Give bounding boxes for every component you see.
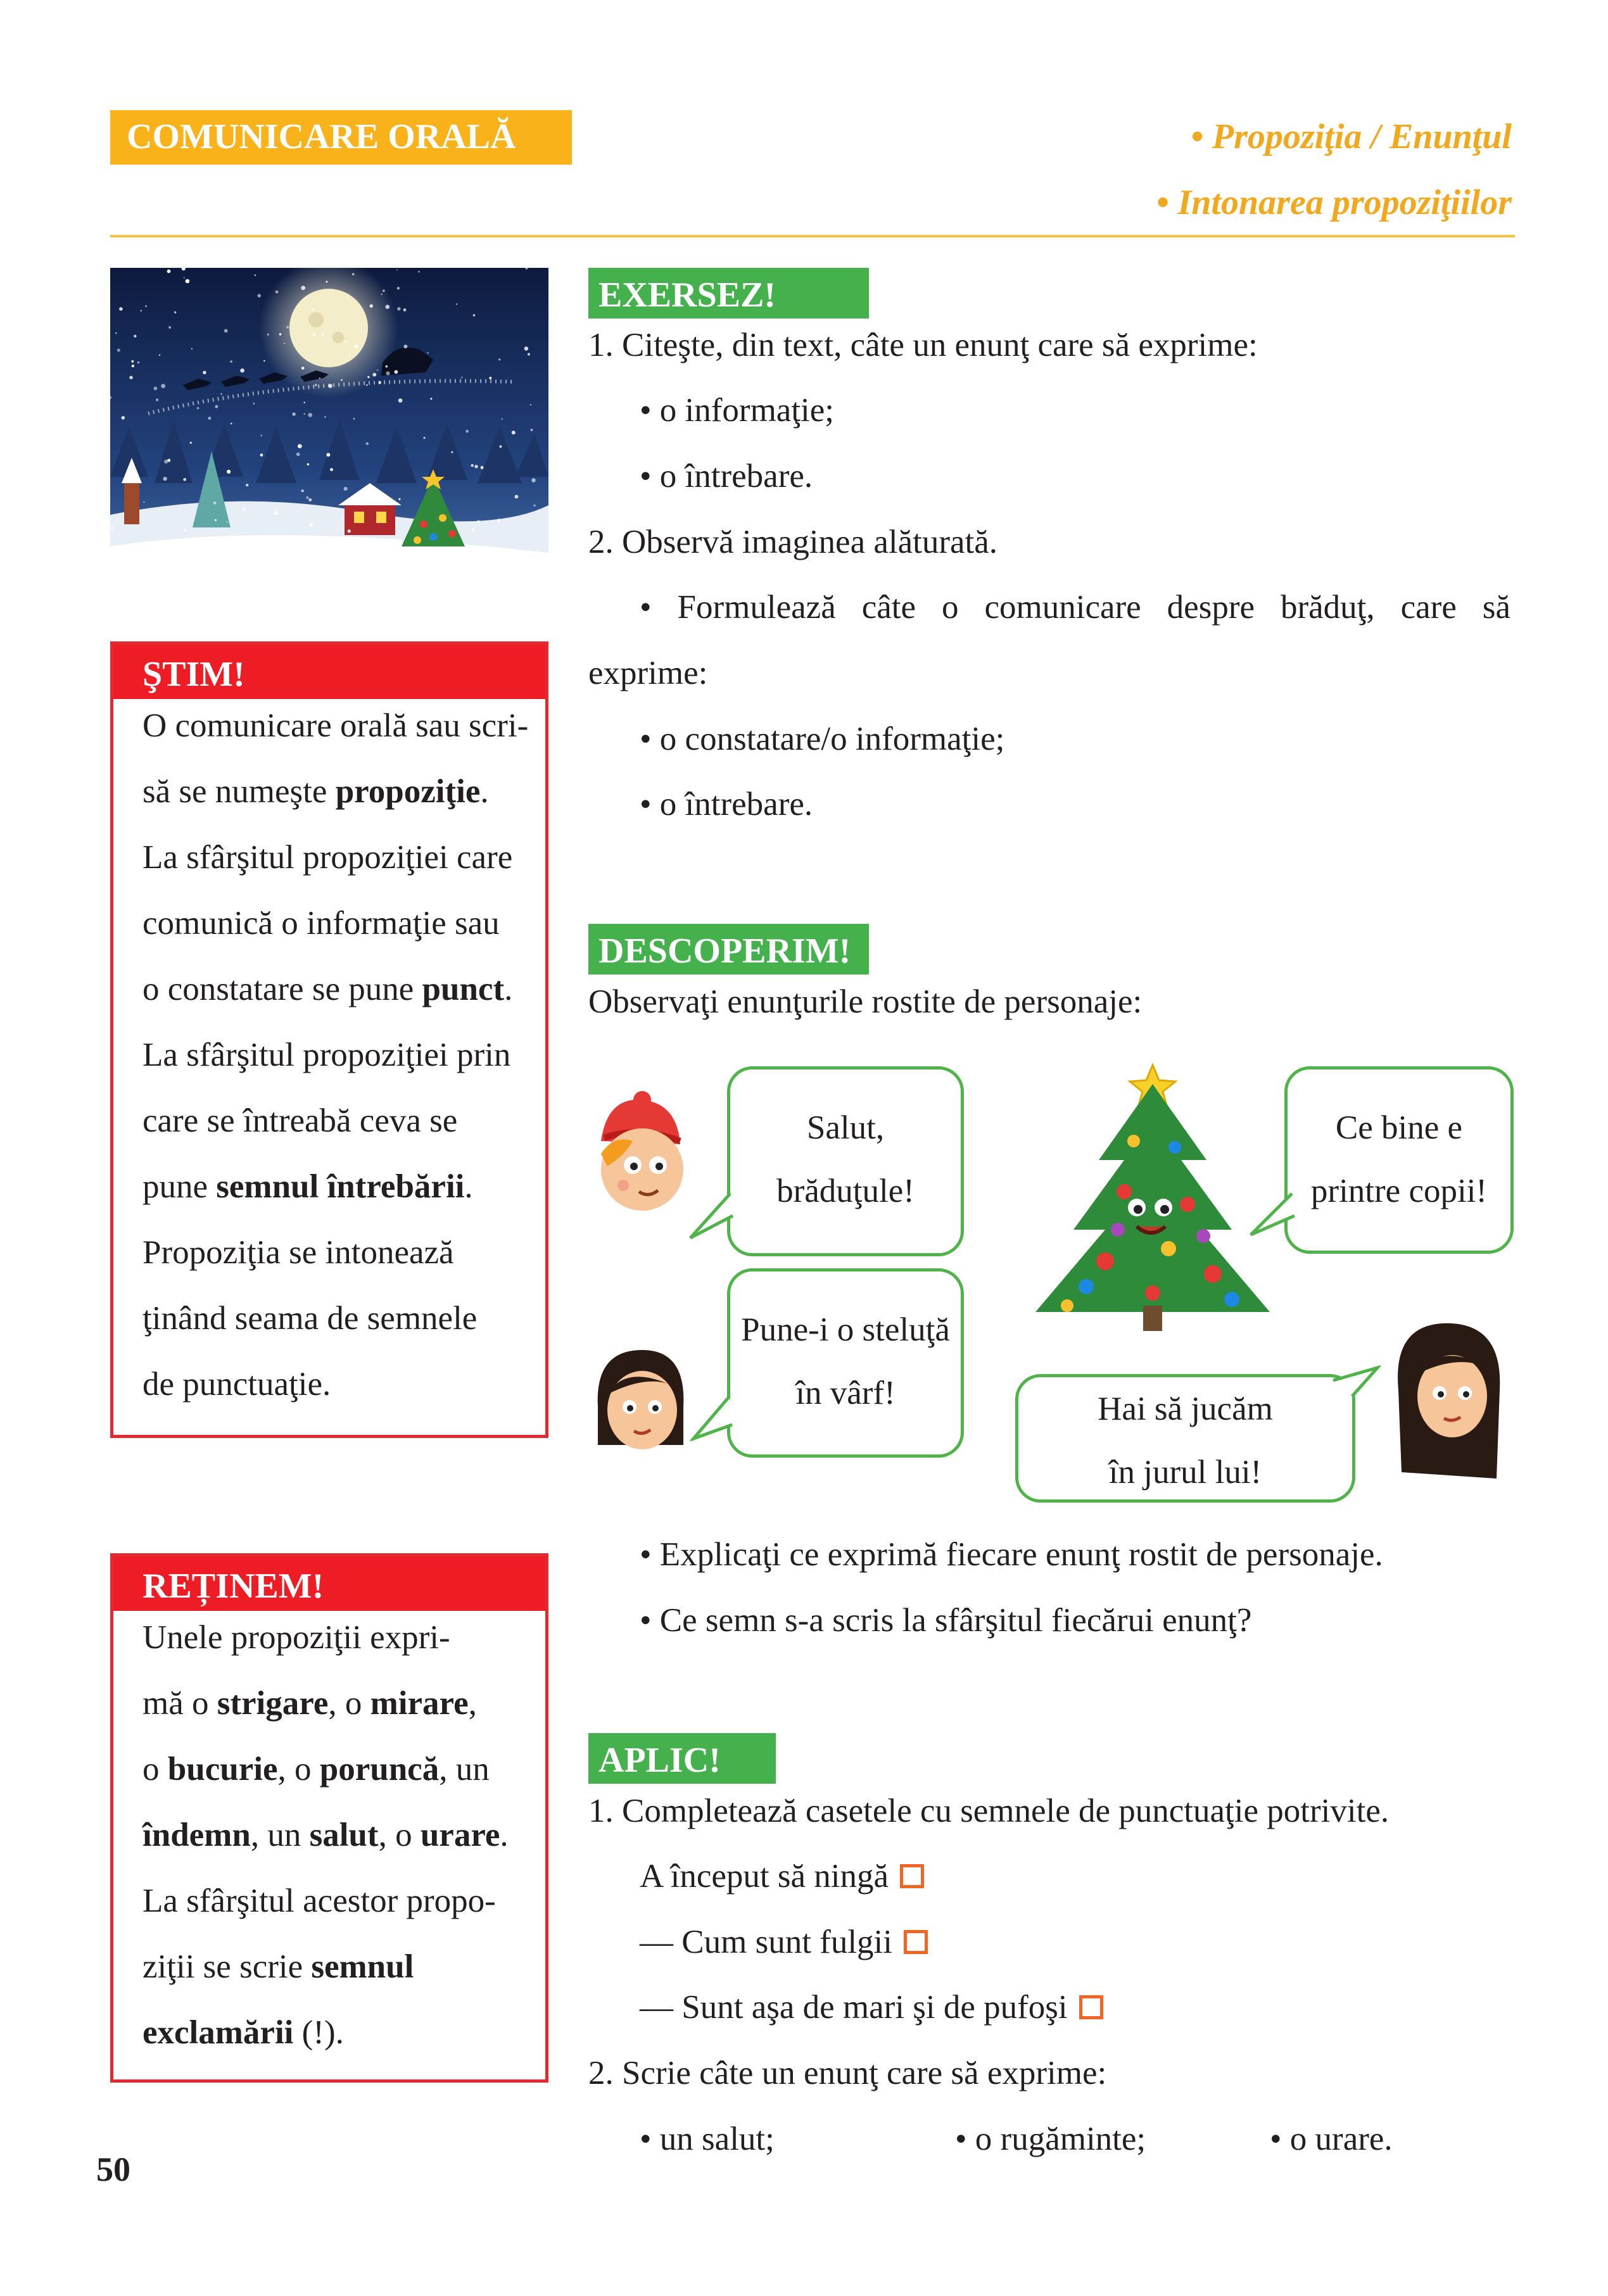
topic-1: • Propoziţia / Enunţul [1191, 117, 1512, 156]
aplic-q2-item: • o urare. [1270, 2121, 1393, 2157]
snowflake [498, 519, 500, 521]
bold-term: semnul întrebării [216, 1168, 465, 1205]
snowflake [396, 269, 398, 270]
girl-head-illustration [588, 1337, 690, 1464]
snowflake [500, 445, 502, 448]
snowflake [326, 453, 330, 457]
stim-line: Propoziţia se intonează [142, 1234, 454, 1271]
winter-night-illustration [110, 268, 548, 607]
retinem-line: ziţii se scrie semnul [142, 1948, 414, 1985]
bold-term: strigare [217, 1685, 329, 1722]
aplic-q2: 2. Scrie câte un enunţ care să exprime: [588, 2055, 1107, 2091]
snowflake [215, 519, 217, 521]
snowflake [174, 312, 176, 313]
descoperim-item: • Ce semn s-a scris la sfârşitul fiecărui enunţ? [640, 1602, 1252, 1639]
bubble-text: printre copii! [1310, 1173, 1488, 1209]
exersez-q2-text: • Formulează câte o comunicare despre brăduţ, care să [640, 589, 1510, 626]
aplic-line [640, 1857, 924, 1895]
page-number: 50 [96, 2150, 130, 2188]
snowflake [215, 405, 218, 408]
descoperim-intro: Observaţi enunţurile rostite de personaje: [588, 983, 1143, 1020]
stim-title: ŞTIM! [113, 645, 545, 699]
snowflake [502, 419, 503, 420]
snowflake [129, 376, 132, 379]
snowflake [279, 333, 282, 336]
aplic-line [640, 1923, 928, 1961]
retinem-line: Unele propoziţii expri- [142, 1619, 450, 1656]
snowflake [134, 335, 136, 337]
speech-bubble-4 [1015, 1374, 1355, 1503]
snowflake [315, 384, 317, 386]
bold-term: salut [309, 1817, 379, 1853]
snowflake [304, 402, 305, 403]
snowflake [326, 281, 327, 282]
snowflake [156, 399, 158, 401]
snowflake [275, 291, 279, 294]
snowflake [284, 343, 285, 344]
snowflake [341, 518, 342, 519]
snowflake [430, 398, 432, 400]
snowflake [227, 522, 228, 523]
snowflake [274, 512, 278, 515]
snowflake [258, 294, 261, 297]
exersez-q1-item: • o întrebare. [640, 458, 813, 495]
retinem-line: exclamării (!). [142, 2014, 344, 2051]
snowflake [224, 329, 228, 333]
snowflake [230, 360, 232, 363]
snowflake [478, 520, 480, 523]
christmas-tree-illustration [1023, 1046, 1282, 1337]
snowflake [386, 305, 390, 309]
girl-head-illustration-2 [1392, 1314, 1506, 1485]
snowflake [131, 360, 134, 363]
snowflake [167, 459, 170, 462]
snowflake [397, 287, 400, 289]
retinem-line: La sfârşitul acestor propo- [142, 1883, 496, 1919]
snowflake [154, 387, 158, 391]
exersez-q2-text-cont: exprime: [588, 655, 708, 691]
snowflake [301, 489, 304, 492]
stim-line: La sfârşitul propoziţiei prin [142, 1037, 511, 1073]
bubble-tail [1330, 1361, 1381, 1399]
speech-bubble-2 [1284, 1066, 1514, 1254]
snowflake [183, 478, 186, 481]
bold-term: mirare [370, 1685, 469, 1722]
snowflake [261, 435, 262, 436]
aplic-line-text: — Sunt aşa de mari şi de pufoşi [640, 1989, 1068, 2026]
bubble-tail [687, 1190, 738, 1241]
stim-text [113, 693, 545, 1417]
snowflake [312, 333, 316, 337]
snowflake [528, 353, 530, 355]
snowflake [122, 416, 125, 420]
snowflake [117, 349, 120, 352]
snowflake [349, 355, 351, 356]
snowflake [456, 303, 458, 305]
snowflake [306, 496, 308, 499]
snowflake [395, 370, 398, 374]
snowflake [190, 442, 192, 444]
stim-line: să se numeşte propoziţie. [142, 773, 489, 810]
section-title: COMUNICARE ORALĂ [127, 117, 516, 156]
snowflake [366, 384, 367, 386]
snowflake [163, 477, 167, 481]
snowflake [530, 404, 531, 405]
snowflake [292, 412, 295, 415]
snowflake [461, 377, 462, 378]
stim-line: ţinând seama de semnele [142, 1300, 478, 1337]
snowflake [367, 376, 369, 378]
snowflake [227, 470, 231, 474]
snowflake [167, 270, 171, 274]
snowflake [531, 478, 536, 483]
snowflake [489, 377, 491, 379]
snowflake [243, 508, 246, 511]
snowflake [322, 333, 324, 336]
snowflake [377, 369, 378, 370]
retinem-line: îndemn, un salut, o urare. [142, 1817, 509, 1853]
retinem-line: o bucurie, o poruncă, un [142, 1751, 490, 1788]
retinem-box [110, 1553, 548, 2083]
snowflake [159, 355, 161, 356]
snowflake [355, 344, 358, 348]
bold-term: punct [422, 971, 505, 1007]
bold-term: urare [420, 1817, 500, 1853]
bold-term: propoziţie [335, 773, 481, 810]
snowflake [473, 314, 476, 317]
snowflake [119, 307, 123, 311]
snowflake [263, 360, 265, 362]
aplic-q2-item: • un salut; [640, 2121, 775, 2157]
retinem-title: REȚINEM! [113, 1556, 545, 1611]
stim-line: pune semnul întrebării. [142, 1168, 473, 1205]
snowflake [184, 277, 185, 279]
snowflake [352, 273, 355, 275]
snowflake [308, 498, 312, 501]
bold-term: poruncă [319, 1751, 440, 1788]
bubble-text: Hai să jucăm [1098, 1391, 1273, 1427]
snowflake [308, 413, 312, 417]
snowflake [474, 465, 478, 468]
snowflake [267, 334, 269, 336]
snowflake [286, 326, 289, 329]
snowflake [301, 367, 305, 370]
stim-box [110, 641, 548, 1438]
snowflake [260, 453, 263, 457]
punctuation-checkbox[interactable] [1079, 1995, 1103, 2019]
aplic-q1: 1. Completează casetele cu semnele de punctuaţie potrivite. [588, 1793, 1390, 1829]
snowflake [115, 332, 117, 334]
snowflake [472, 528, 476, 532]
bubble-tail [690, 1393, 741, 1444]
snowflake [531, 429, 533, 431]
snowflake [307, 464, 310, 466]
topic-2: • Intonarea propoziţiilor [1156, 183, 1512, 222]
snowflake [231, 423, 232, 425]
boy-head-illustration [588, 1090, 690, 1217]
punctuation-checkbox[interactable] [904, 1930, 928, 1954]
aplic-tag: APLIC! [588, 1733, 776, 1784]
snowflake [427, 352, 429, 353]
bold-term: exclamării [142, 2014, 294, 2051]
snowflake [398, 498, 400, 500]
snowflake [132, 365, 134, 367]
snowflake [240, 369, 244, 373]
stim-line: comunică o informaţie sau [142, 905, 500, 942]
stim-line: o constatare se pune punct. [142, 971, 513, 1007]
snowflake [370, 305, 373, 308]
snowflake [296, 453, 300, 457]
exersez-q2-item: • o întrebare. [640, 786, 813, 823]
snowflake [386, 365, 388, 367]
exersez-tag: EXERSEZ! [588, 268, 869, 319]
exersez-q1: 1. Citeşte, din text, câte un enunţ care să exprime: [588, 327, 1258, 363]
snowflake [324, 416, 326, 418]
snowflake [418, 271, 420, 273]
exersez-q2-item: • o constatare/o informaţie; [640, 721, 1005, 757]
snowflake [239, 533, 240, 534]
descoperim-tag: DESCOPERIM! [588, 924, 869, 975]
snowflake [524, 346, 528, 350]
snowflake [184, 529, 186, 531]
header-divider [110, 235, 1515, 237]
bubble-text: Salut, [806, 1109, 885, 1146]
snowflake [110, 526, 113, 529]
snowflake [168, 326, 171, 329]
stim-line: La sfârşitul propoziţiei care [142, 839, 513, 876]
snowflake [253, 403, 255, 404]
bold-term: bucurie [167, 1751, 278, 1788]
snowflake [379, 381, 381, 384]
snowflake [341, 379, 343, 381]
snowflake [471, 464, 474, 467]
snowflake [304, 413, 305, 415]
snowflake [213, 501, 216, 504]
snowflake [353, 418, 355, 420]
aplic-line [640, 1988, 1103, 2026]
stim-line: de punctuaţie. [142, 1366, 331, 1403]
snowflake [330, 468, 333, 471]
snowflake [191, 348, 193, 350]
speech-bubble-3 [727, 1268, 964, 1458]
snowflake [312, 308, 314, 311]
snowflake [208, 417, 211, 420]
snowflake [137, 362, 139, 363]
snowflake [309, 523, 313, 527]
snowflake [383, 289, 385, 292]
snowflake [328, 384, 332, 388]
snowflake [515, 495, 519, 499]
aplic-line-text: — Cum sunt fulgii [640, 1924, 893, 1960]
aplic-q2-item: • o rugăminte; [955, 2121, 1146, 2157]
retinem-text [113, 1605, 545, 2066]
snowflake [298, 444, 302, 448]
descoperim-item: • Explicaţi ce exprimă fiecare enunţ rostit de personaje. [640, 1536, 1383, 1573]
bubble-text: brăduţule! [776, 1173, 915, 1209]
retinem-line: mă o strigare, o mirare, [142, 1685, 477, 1722]
punctuation-checkbox[interactable] [900, 1864, 924, 1888]
snowflake [386, 371, 389, 375]
snowflake [423, 437, 425, 439]
speech-bubble-1 [727, 1066, 964, 1256]
snowflake [246, 484, 248, 486]
snowflake [398, 398, 403, 403]
snowflake [344, 487, 348, 491]
snowflake [145, 305, 147, 307]
snowflake [301, 286, 305, 290]
stim-line: O comunicare orală sau scri- [142, 707, 529, 744]
section-header [110, 110, 572, 165]
aplic-line-text: A început să ningă [640, 1858, 889, 1895]
bold-term: semnul [311, 1948, 414, 1985]
snowflake [498, 358, 500, 360]
snowflake [220, 393, 222, 394]
snowflake [481, 466, 484, 469]
snowflake [372, 373, 376, 377]
snowflake [533, 505, 535, 507]
snowflake [345, 341, 347, 343]
bubble-text: Ce bine e [1335, 1109, 1463, 1146]
bold-term: îndemn [142, 1817, 251, 1853]
snowflake [451, 451, 453, 453]
snowflake [366, 442, 369, 445]
snowflake [197, 407, 199, 410]
bubble-tail [1248, 1190, 1298, 1241]
snowflake [161, 384, 165, 388]
snowflake [381, 294, 383, 295]
exersez-q1-item: • o informaţie; [640, 392, 835, 429]
stim-line: care se întreabă ceva se [142, 1102, 458, 1139]
bubble-text: în jurul lui! [1108, 1454, 1262, 1491]
snowflake [512, 431, 516, 434]
snowflake [403, 344, 407, 348]
snowflake [203, 371, 206, 374]
snowflake [127, 475, 131, 479]
snowflake [403, 308, 407, 312]
snowflake [186, 279, 190, 284]
snowflake [348, 529, 351, 533]
snowflake [465, 430, 469, 433]
snowflake [319, 377, 320, 379]
snowflake [397, 307, 400, 310]
snowflake [143, 501, 144, 503]
snowflake [255, 274, 256, 275]
exersez-q2: 2. Observă imaginea alăturată. [588, 524, 998, 560]
snowflake [141, 310, 142, 312]
bubble-text: în vârf! [795, 1375, 896, 1411]
bubble-text: Pune-i o steluţă [741, 1311, 950, 1348]
